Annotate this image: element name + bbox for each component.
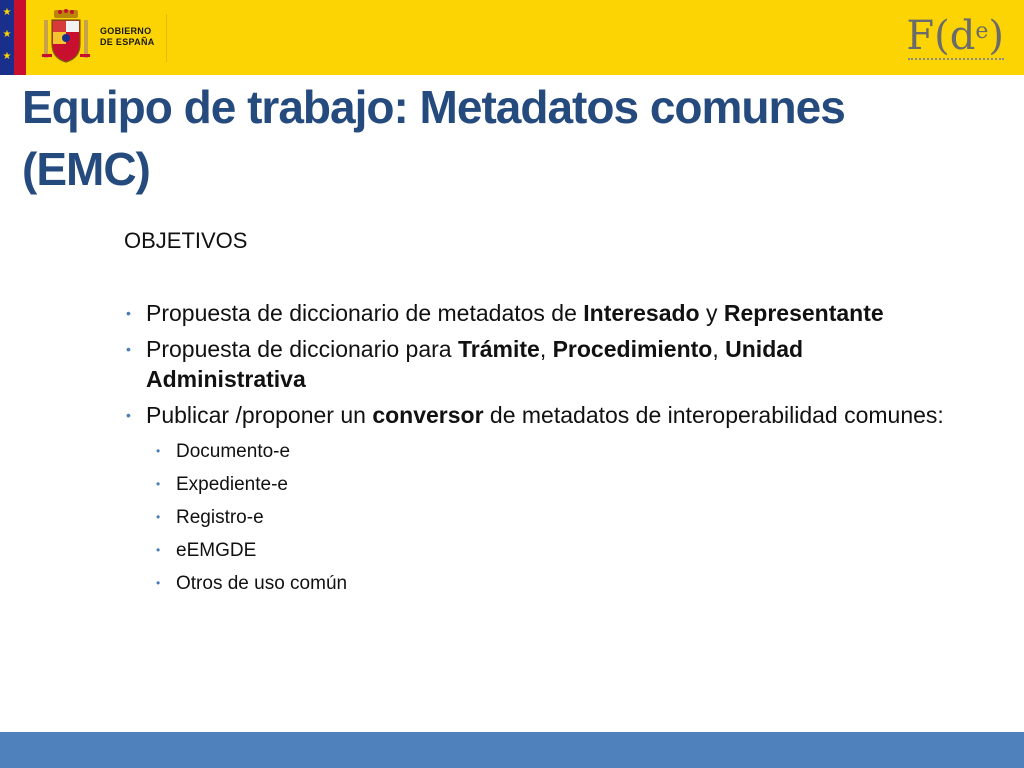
bullet-icon: • (126, 407, 131, 423)
sub-list-item (154, 504, 964, 532)
coat-of-arms-icon (40, 8, 92, 64)
sub-list-item (154, 537, 964, 565)
header-band (0, 0, 1024, 75)
bullet-icon: • (156, 510, 161, 524)
bold-term: Trámite (457, 336, 540, 362)
government-label (100, 26, 155, 48)
slide-body (124, 226, 964, 604)
logo-dotted-line (908, 53, 1004, 60)
bold-term: Interesado (583, 300, 700, 326)
bullet-icon: • (156, 576, 161, 590)
text-run: Propuesta de diccionario de metadatos de (146, 300, 584, 326)
star-icon: ★ (2, 29, 12, 40)
sub-item-label: eEMGDE (176, 540, 257, 561)
sub-item-label: Documento-e (176, 441, 291, 462)
star-icon: ★ (2, 7, 12, 18)
divider (166, 14, 167, 62)
sub-item-label: Expediente-e (176, 474, 288, 495)
bullet-icon: • (126, 341, 131, 357)
sub-list-item (154, 570, 964, 598)
metadata-types-list (154, 438, 964, 598)
bullet-icon: • (156, 444, 161, 458)
list-item (124, 334, 964, 394)
slide-title: Equipo de trabajo: Metadatos comunes (EMC) (22, 81, 845, 195)
text-run: de metadatos de interoperabilidad comunes: (483, 402, 944, 428)
logo-superscript: e (975, 19, 989, 44)
gov-line-2: DE ESPAÑA (100, 37, 155, 47)
text-run: y (699, 300, 724, 326)
text-run: Propuesta de diccionario para (146, 336, 458, 362)
section-label: OBJETIVOS (124, 228, 248, 253)
sub-list-item (154, 471, 964, 499)
logo-close: ) (988, 13, 1004, 59)
list-item (124, 400, 964, 598)
fde-logo (906, 10, 1004, 62)
star-icon: ★ (2, 51, 12, 62)
bold-term: conversor (372, 402, 484, 428)
text-run: Publicar /proponer un (146, 402, 373, 428)
objectives-list (124, 298, 964, 598)
bold-term: Unidad Administrativa (146, 336, 804, 392)
sub-item-label: Registro-e (176, 507, 264, 528)
bullet-icon: • (126, 305, 131, 321)
gov-line-1: GOBIERNO (100, 26, 152, 36)
sub-list-item (154, 438, 964, 466)
list-item (124, 298, 964, 328)
bullet-icon: • (156, 543, 161, 557)
logo-text: F(d (906, 13, 976, 59)
text-run: , (539, 336, 553, 362)
spain-flag-strip (14, 0, 26, 75)
bold-term: Representante (723, 300, 884, 326)
text-run: , (712, 336, 726, 362)
bold-term: Procedimiento (552, 336, 713, 362)
footer-band (0, 732, 1024, 768)
bullet-icon: • (156, 477, 161, 491)
eu-flag-strip (0, 0, 14, 75)
sub-item-label: Otros de uso común (176, 573, 348, 594)
